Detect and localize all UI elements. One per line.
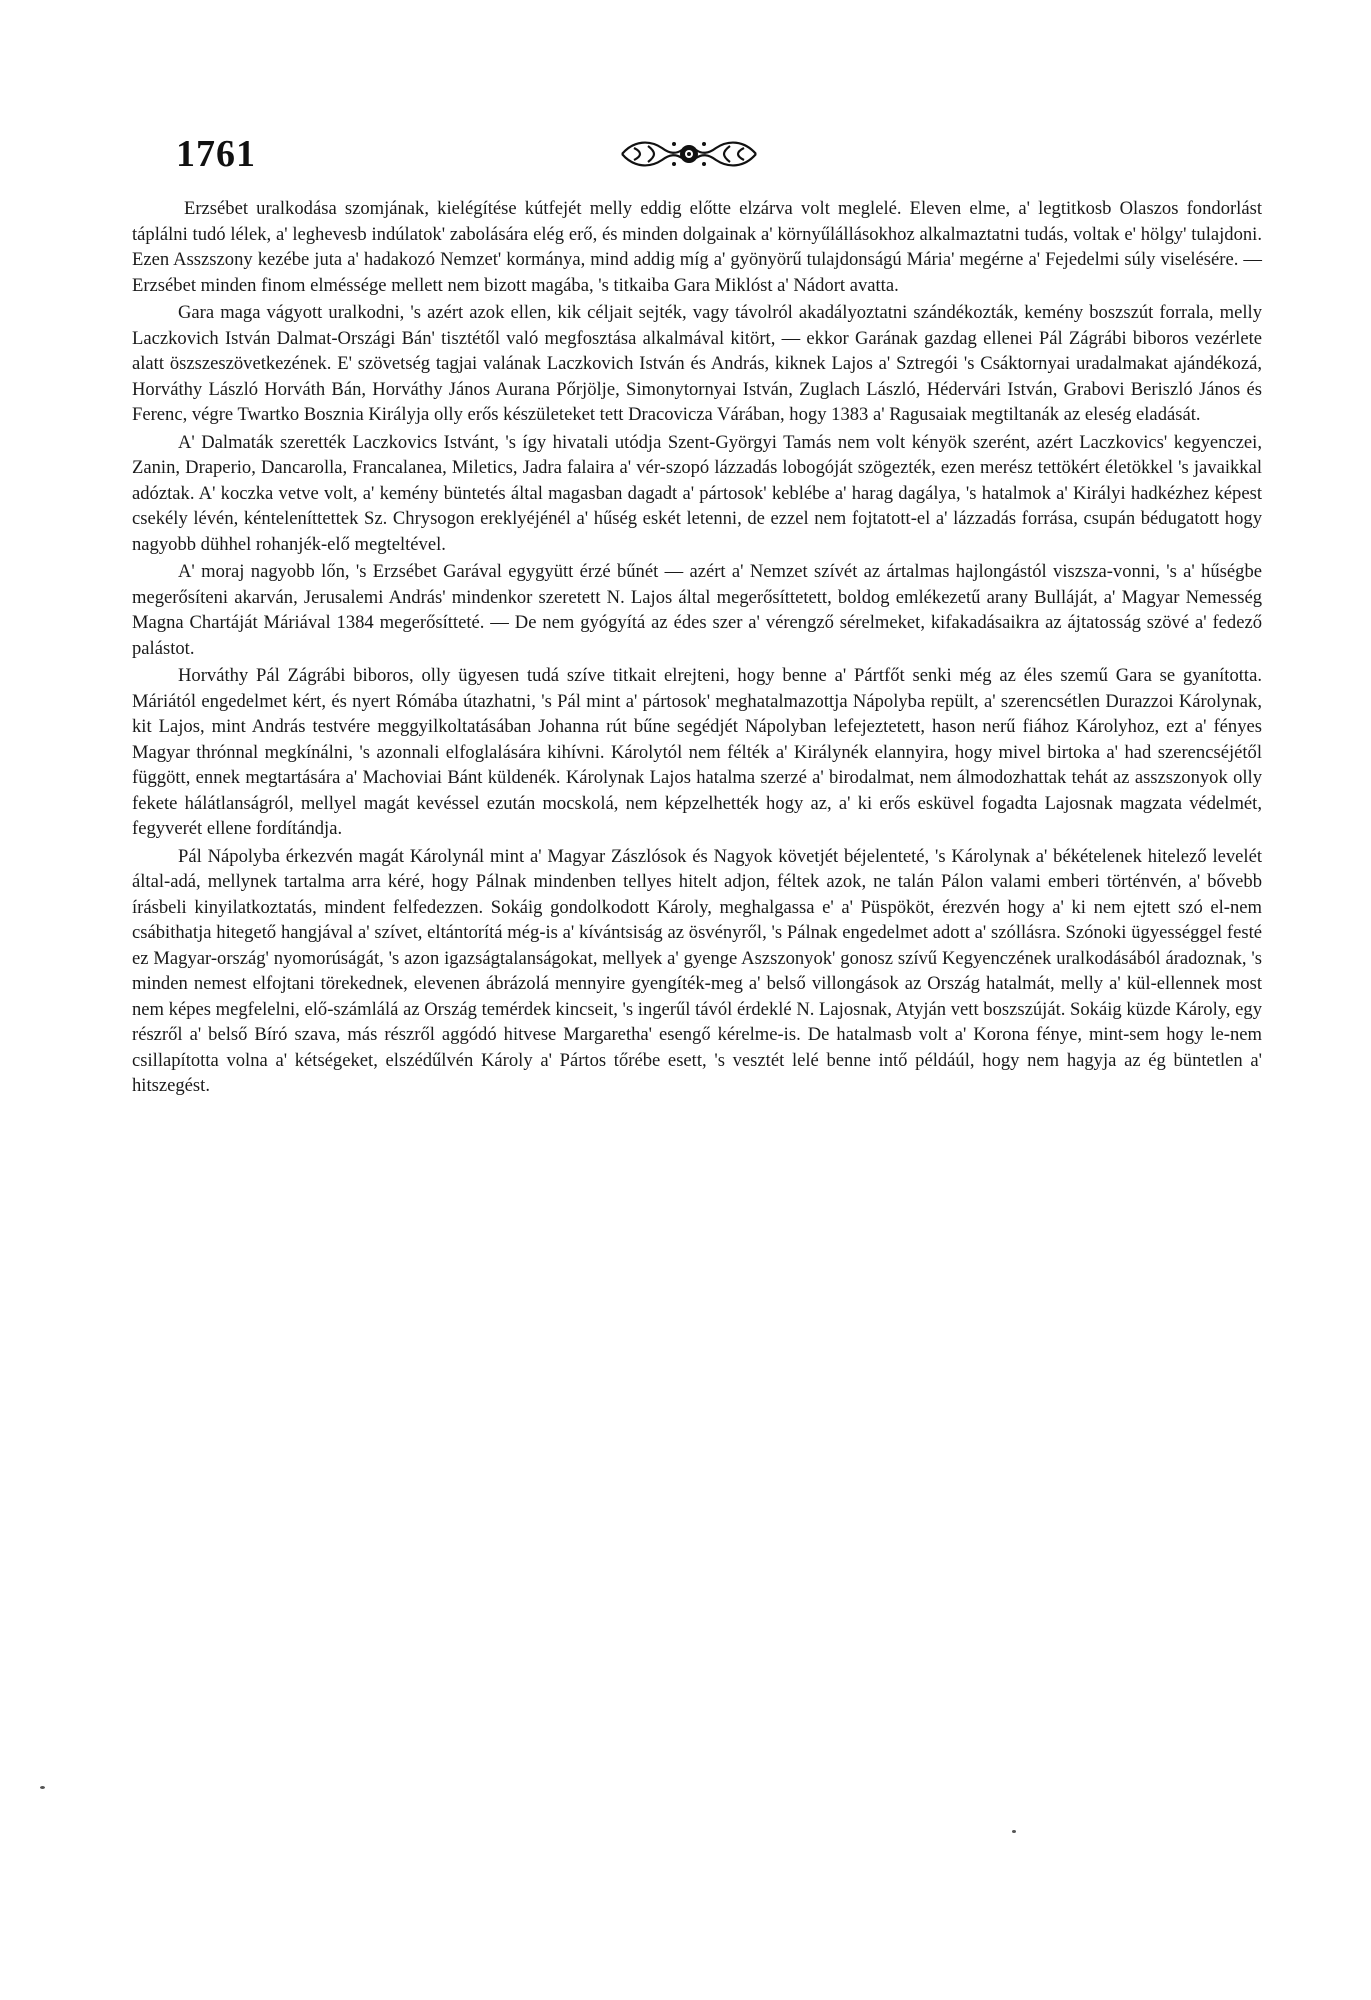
decorative-ornament-icon — [614, 134, 764, 174]
paragraph: A' Dalmaták szerették Laczkovics Istvánt, 's így hivatali utódja Szent-Györgyi Tamás nem volt kényök szerént, azért Laczkovics' kegyenczei, Zanin, Draperio, Dancarolla, Francalanea, Miletics, Jadra falaira a' vér-szopó lázzadás lobogóját szögezték, ezen merész tettökért életökkel 's javaikkal adóztak. A' koczka vetve volt, a' kemény büntetés által magasban dagadt a' pártosok' keblébe a' harag dagálya, 's hatalmok a' Királyi hadkézhez képest csekély lévén, kénteleníttettek Sz. Chrysogon ereklyéjénél a' hűség eskét letenni, de ezzel nem fojtatott-el a' lázzadás forrása, csupán bédugatott hogy nagyobb dühhel rohanjék-elő megteltével. — [132, 431, 1262, 555]
paragraph: Erzsébet uralkodása szomjának, kielégítése kútfejét melly eddig előtte elzárva volt meglelé. Eleven elme, a' legtitkosb Olaszos fondorlást táplálni tudó lélek, a' leghevesb indúlatok' zabolására elég erő, és minden dolgainak a' környűlállásokhoz alkalmaztatni tudás, voltak e' hölgy' tulajdoni. Ezen Asszszony kezébe juta a' hadakozó Nemzet' kormánya, mind addig míg a' gyönyörű tulajdonságú Mária' megérne a' Fejedelmi súly viselésére. — Erzsébet minden finom elméssége mellett nem bizott magába, 's titkaiba Gara Miklóst a' Nádort avatta. — [132, 198, 1262, 296]
print-speck — [40, 1786, 45, 1789]
paragraph: Gara maga vágyott uralkodni, 's azért azok ellen, kik céljait sejték, vagy távolról akadályoztatni szándékozták, kemény boszszút forrala, melly Laczkovich István Dalmat-Országi Bán' tisztétől való megfosztása alkalmával kitört, — ekkor Garának gazdag ellenei Pál Zágrábi biboros vezérlete alatt öszszeszövetkezének. E' szövetség tagjai valának Laczkovich István és András, kiknek Lajos a' Sztregói 's Csáktornyai uradalmakat ajándékozá, Horváthy László Horváth Bán, Horváthy János Aurana Pőrjölje, Simonytornyai István, Zuglach László, Hédervári István, Grabovi Beriszló János és Ferenc, végre Twartko Bosznia Királyja olly erős készületeket tett Dracovicza Várában, hogy 1383 a' Ragusaiak megtiltanák az eleség eladását. — [132, 302, 1262, 425]
page-number: 1761 — [176, 133, 256, 175]
paragraph: Horváthy Pál Zágrábi biboros, olly ügyesen tudá szíve titkait elrejteni, hogy benne a' Pártfőt senki még az éles szemű Gara se gyanította. Máriától engedelmet kért, és nyert Rómába útazhatni, 's Pál mint a' pártosok' meghatalmazottja Nápolyba repült, a' szerencsétlen Durazzoi Károlynak, kit Lajos, mint András testvére meggyilkoltatásában Johanna rút bűne segédjét Nápolyban lefejeztetett, hason nerű fiához Károlyhoz, ezt a' fényes Magyar thrónnal megkínálni, 's azonnali elfoglalására kihívni. Károlytól nem félték a' Királynék elannyira, hogy mivel birtoka a' had szerencséjétől függött, ennek megtartására a' Machoviai Bánt küldenék. Károlynak Lajos hatalma szerzé a' birodalmat, nem álmodozhattak tehát az asszszonyok olly fekete hálátlanságról, mellyel magát kevéssel ezután mocskolá, nem képzelhették hogy az, a' ki erős esküvel fogadta Lajosnak magzata védelmét, fegyverét ellene fordítándja. — [132, 665, 1262, 839]
print-speck — [1012, 1830, 1016, 1833]
article-text — [132, 196, 1262, 1101]
paragraph: Pál Nápolyba érkezvén magát Károlynál mint a' Magyar Zászlósok és Nagyok követjét béjelenteté, 's Károlynak a' békételenek hitelező levelét által-adá, mellynek tartalma arra kéré, hogy Pálnak mindenben tellyes hitelt adjon, féltek azok, ne talán Pálon valami emberi történvén, a' bővebb írásbeli kinyilatkoztatás, mindent felfedezzen. Sokáig gondolkodott Károly, meghalgassa e' a' Püspököt, érezvén hogy a' ki nem ejtett szó el-nem csábithatja hitegető hangjával a' szívet, eltántorítá még-is a' kívántsiság az ösvényről, 's Pálnak engedelmet adott a' szóllásra. Szónoki ügyességgel festé ez Magyar-ország' nyomorúságát, 's azon igazságtalanságokat, mellyek a' gyenge Aszszonyok' gonosz szívű Kegyenczének uralkodásából áradoznak, 's minden nemest elfojtani törekednek, elevenen ábrázolá mennyire gyengíték-meg a' belső villongások az Ország hatalmát, melly a' kül-ellennek most nem képes megfelelni, elő-számlálá az Ország temérdek kincseit, 's ingerűl távól érdeklé N. Lajosnak, Atyján vett boszszúját. Sokáig küzde Károly, egy részről a' belső Bíró szava, más részről aggódó hitvese Margaretha' esengő kérelme-is. De hatalmasb volt a' Korona fénye, mint-sem hogy le-nem csillapította volna a' kétségeket, elszédűlvén Károly a' Pártos tőrébe esett, 's vesztét lelé benne intő példáúl, hogy nem hagyja az ég büntetlen a' hitszegést. — [132, 845, 1262, 1096]
paragraph: A' moraj nagyobb lőn, 's Erzsébet Garával egygyütt érzé bűnét — azért a' Nemzet szívét az ártalmas hajlongástól viszsza-vonni, 's a' hűségbe megerősíteni akarván, Jerusalemi András' mindenkor szeretett N. Lajos által megerősíttetett, boldog emlékezetű arany Bulláját, a' Magyar Nemesség Magna Chartáját Máriával 1384 megerősítteté. — De nem gyógyítá az édes szer a' vérengző sérelmeket, kifakadásaikra az ájtatosság szövé a' fedező palástot. — [132, 561, 1262, 659]
